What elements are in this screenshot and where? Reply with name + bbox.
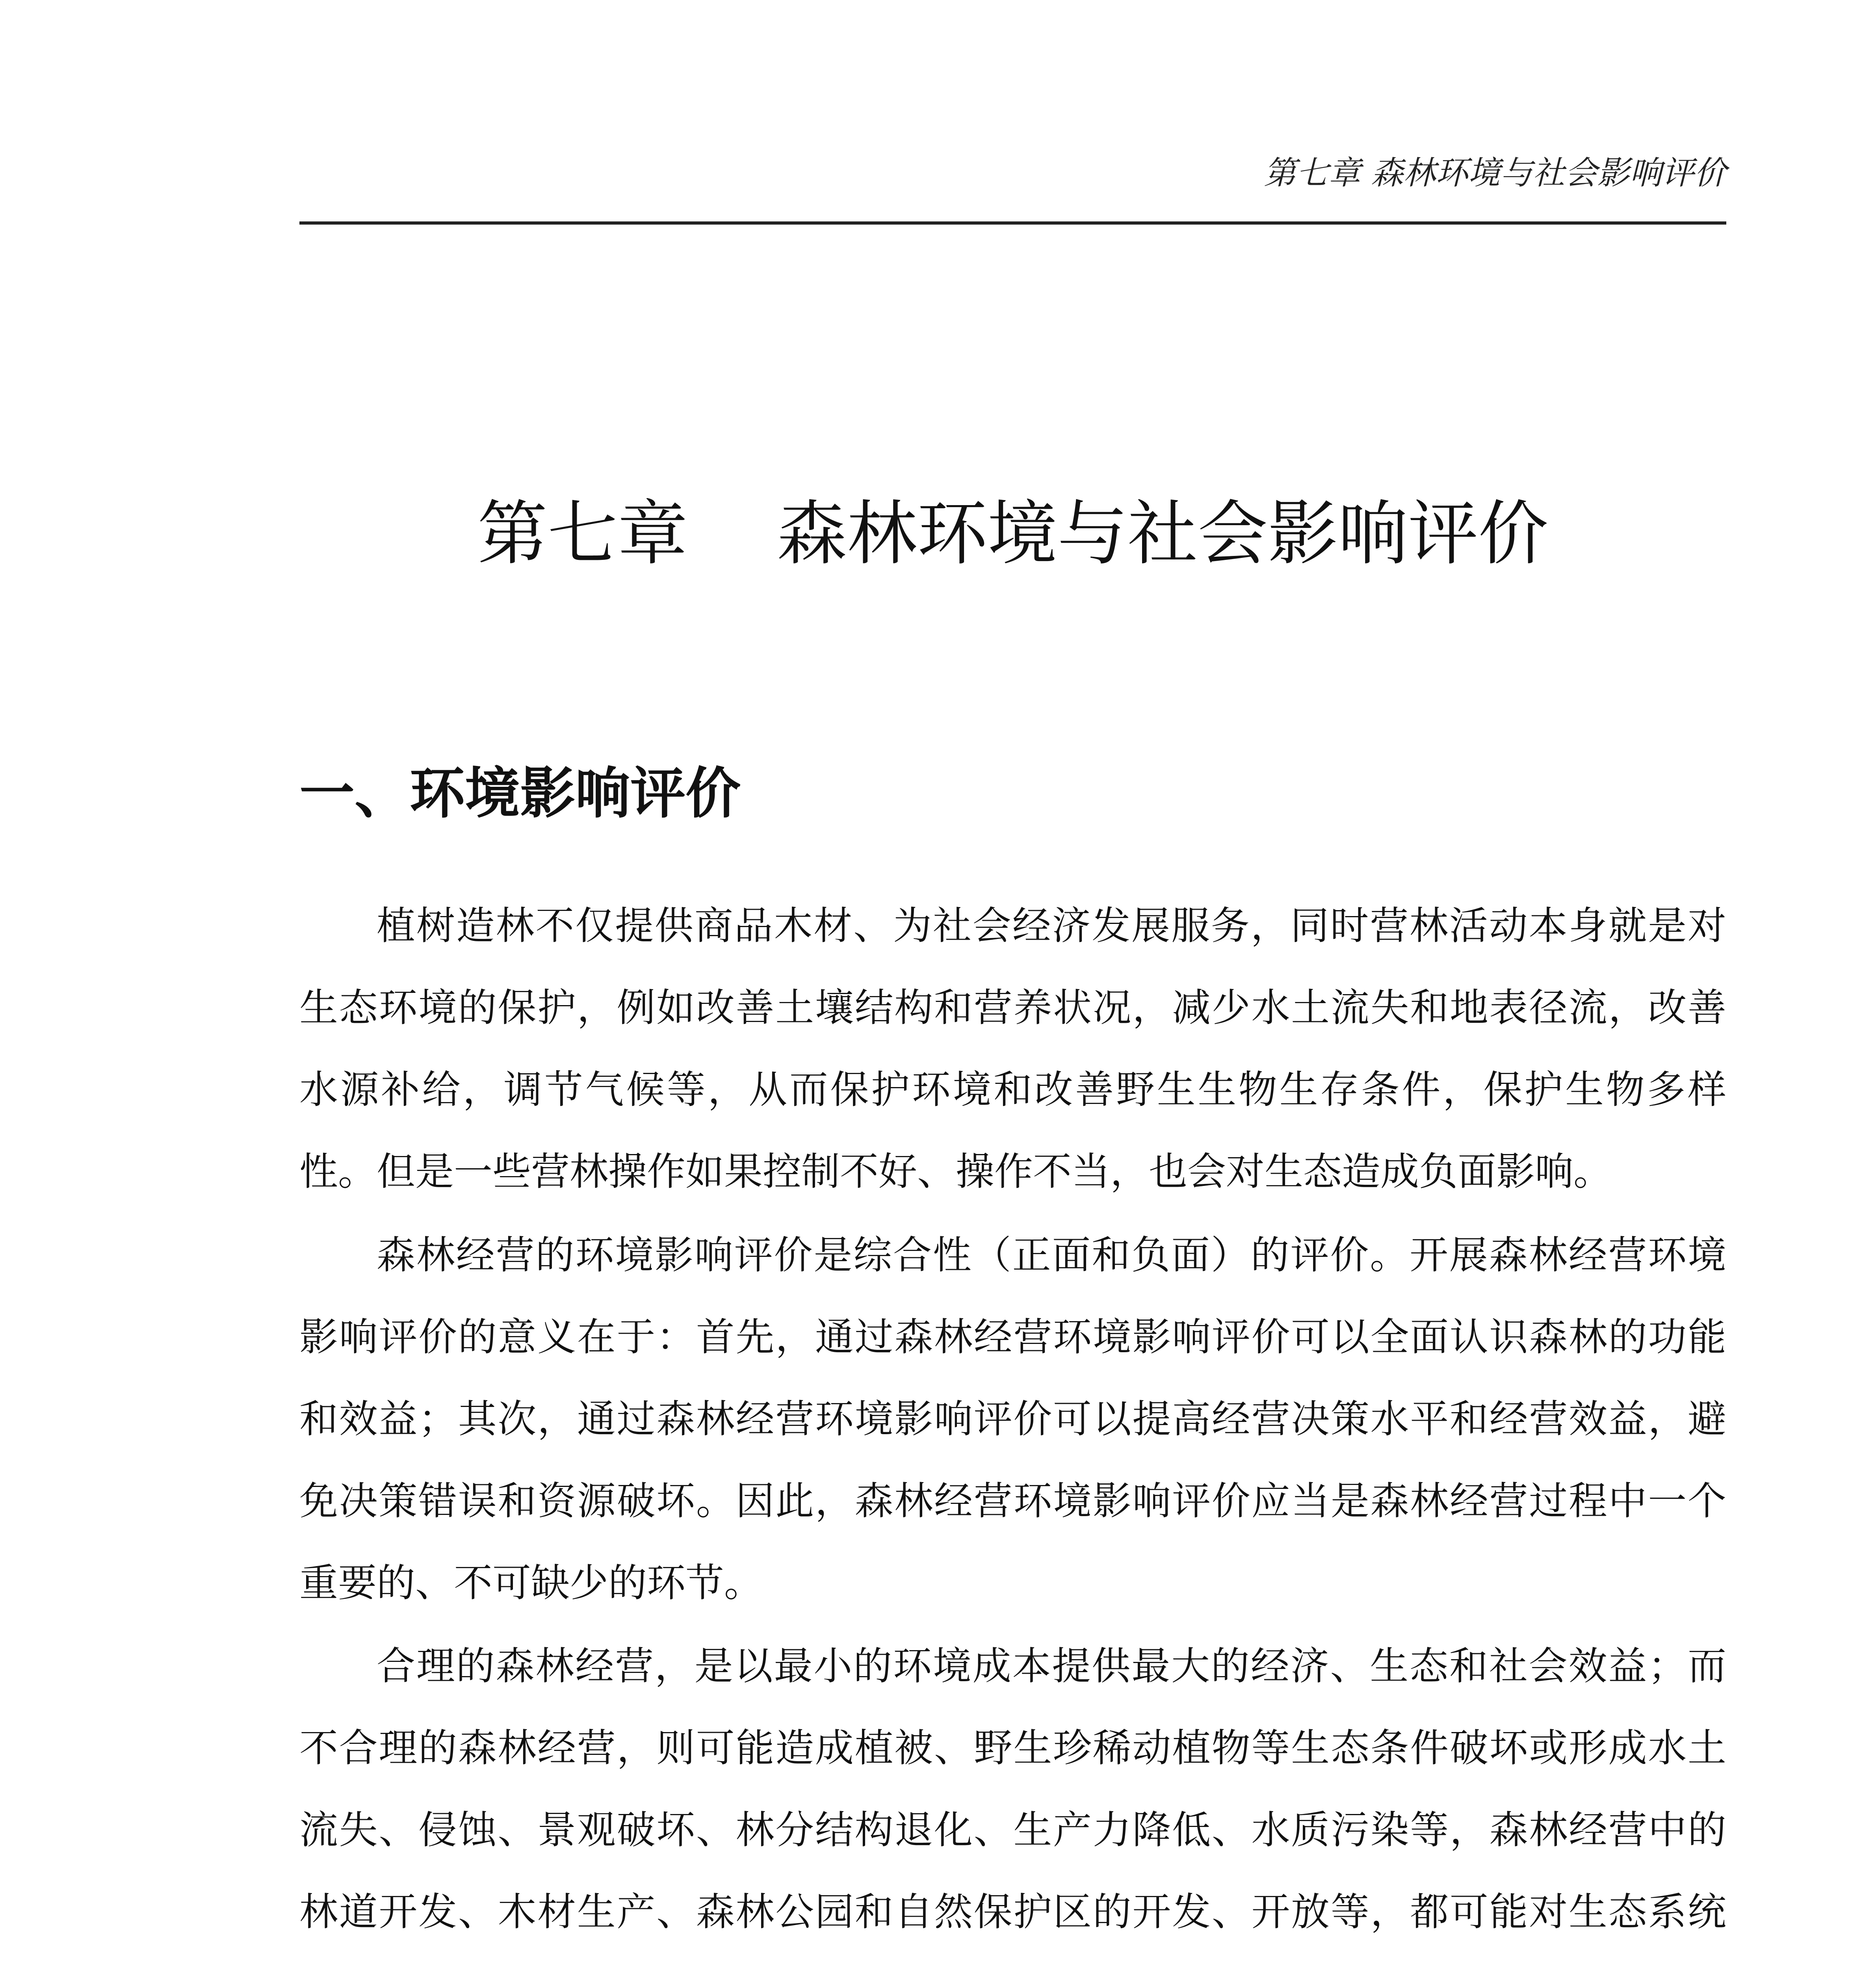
- section-heading: 一、环境影响评价: [299, 762, 741, 826]
- body-paragraph: 合理的森林经营，是以最小的环境成本提供最大的经济、生态和社会效益；而不合理的森林经营，则可能造成植被、野生珍稀动植物等生态条件破坏或形成水土流失、侵蚀、景观破坏、林分结构退化、生产力降低、水质污染等，森林经营中的林道开发、木材生产、森林公园和自然保护区的开发、开放等，都可能对生态系统: [299, 1644, 1726, 1935]
- chapter-title: 第七章 森林环境与社会影响评价: [477, 493, 1549, 574]
- header-rule: [299, 221, 1726, 225]
- body-paragraph: 森林经营的环境影响评价是综合性（正面和负面）的评价。开展森林经营环境影响评价的意义在于：首先，通过森林经营环境影响评价可以全面认识森林的功能和效益；其次，通过森林经营环境影响评价可以提高经营决策水平和经营效益，避免决策错误和资源破坏。因此，森林经营环境影响评价应当是森林经营过程中一个重要的、不可缺少的环节。: [299, 1233, 1726, 1606]
- body-paragraph: 植树造林不仅提供商品木材、为社会经济发展服务，同时营林活动本身就是对生态环境的保护，例如改善土壤结构和营养状况，减少水土流失和地表径流，改善水源补给，调节气候等，从而保护环境和改善野生生物生存条件，保护生物多样性。但是一些营林操作如果控制不好、操作不当，也会对生态造成负面影响。: [299, 903, 1726, 1194]
- running-header: 第七章 森林环境与社会影响评价: [1263, 154, 1726, 192]
